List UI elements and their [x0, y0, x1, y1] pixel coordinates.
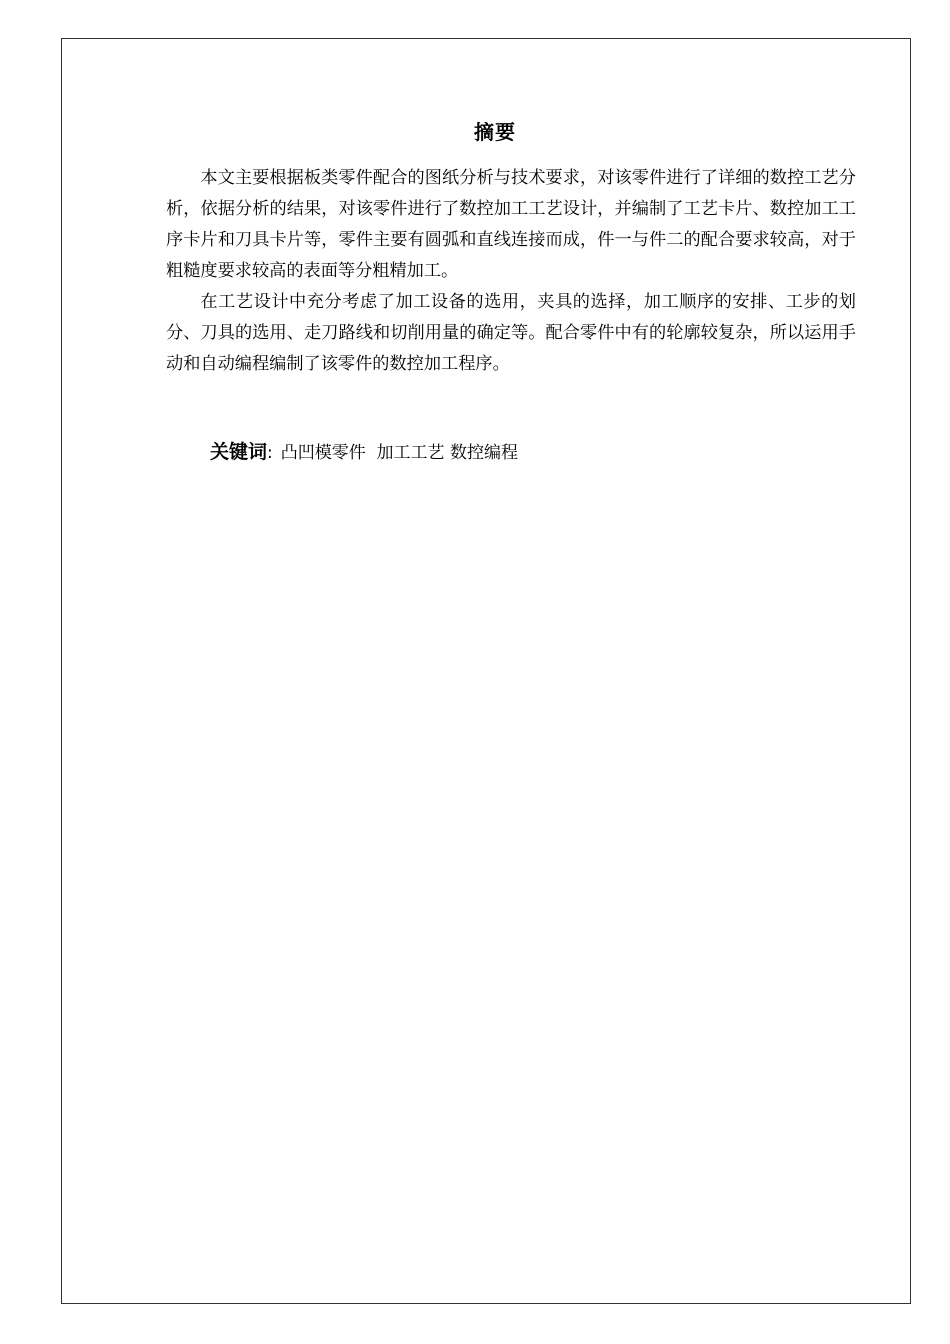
- keywords-line: [210, 437, 518, 468]
- keywords-list: 凸凹模零件 加工工艺 数控编程: [280, 443, 518, 463]
- abstract-paragraph-2: 在工艺设计中充分考虑了加工设备的选用，夹具的选择，加工顺序的安排、工步的划分、刀具的选用、走刀路线和切削用量的确定等。配合零件中有的轮廓较复杂，所以运用手动和自动编程编制了该零件的数控加工程序。: [166, 292, 856, 374]
- abstract-body: [166, 163, 856, 380]
- abstract-title: 摘要: [474, 120, 516, 144]
- abstract-paragraph-1: 本文主要根据板类零件配合的图纸分析与技术要求，对该零件进行了详细的数控工艺分析，依据分析的结果，对该零件进行了数控加工工艺设计，并编制了工艺卡片、数控加工工序卡片和刀具卡片等，零件主要有圆弧和直线连接而成，件一与件二的配合要求较高，对于粗糙度要求较高的表面等分粗精加工。: [166, 168, 856, 281]
- keywords-label: 关键词: [210, 441, 268, 463]
- keywords-colon: :: [267, 443, 273, 463]
